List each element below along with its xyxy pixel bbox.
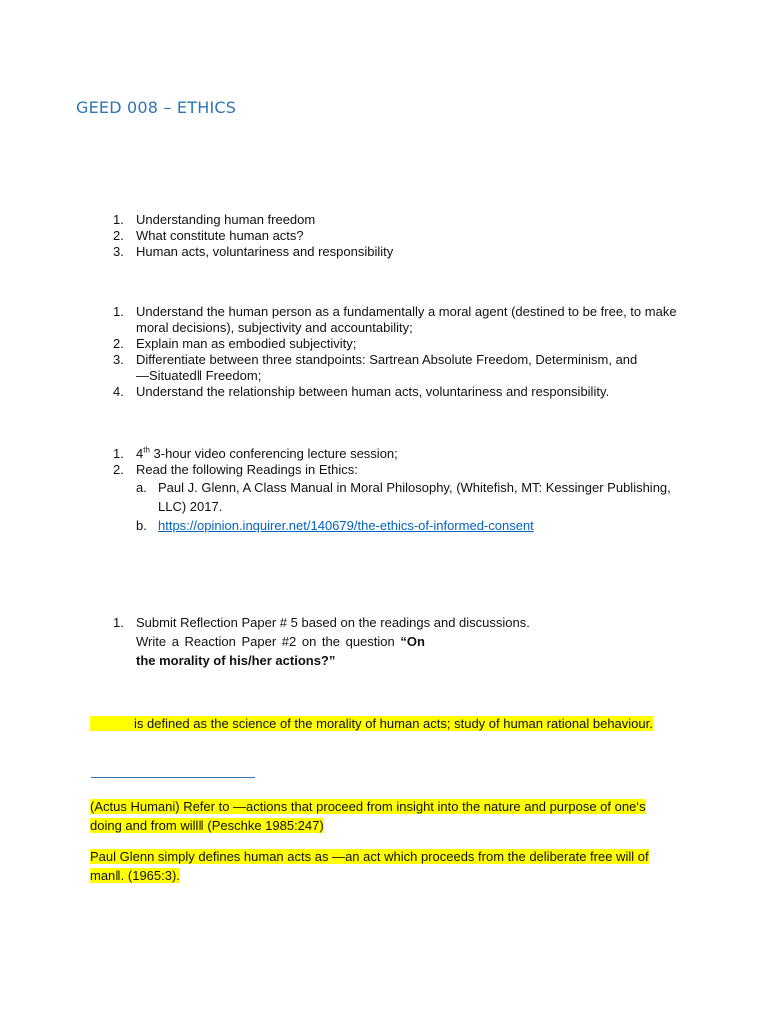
list-item: 3. Differentiate between three standpoints: Sartrean Absolute Freedom, Determinism, and ―Situated‖ Freedom;	[113, 352, 638, 383]
divider-line	[91, 777, 255, 778]
assignment-block	[113, 615, 678, 669]
list-item: 2. Explain man as embodied subjectivity;	[113, 336, 357, 351]
document-title: GEED 008 – ETHICS	[76, 98, 237, 117]
list-item: 3. Human acts, voluntariness and responsibility	[113, 244, 394, 259]
list-item: 2. Read the following Readings in Ethics: a. Paul J. Glenn, A Class Manual in Moral Philosophy, (Whitefish, MT: Kessinger Publishing, LLC) 2017. b. https://opinion.inquirer.net/140679/the-ethics-of-informed-consent	[113, 462, 678, 535]
list-item: 1. Submit Reflection Paper # 5 based on the readings and discussions. Write a Reaction Paper #2 on the question “On the morality of his/her actions?”	[113, 615, 530, 668]
list-item: 1. Understand the human person as a fundamentally a moral agent (destined to be free, to make moral decisions), subjectivity and accountability;	[113, 304, 677, 335]
actus-humani-quote: (Actus Humani) Refer to ―actions that proceed from insight into the nature and purpose of one‘s doing and from will‖ (Peschke 1985:247)	[90, 799, 646, 833]
list-item: 1. Understanding human freedom	[113, 212, 316, 227]
ethics-definition: is defined as the science of the morality of human acts; study of human rational behaviour.	[90, 714, 674, 733]
list-item: 1. 4th 3-hour video conferencing lecture session;	[113, 445, 398, 461]
glenn-quote: Paul Glenn simply defines human acts as ―an act which proceeds from the deliberate free will of man‖. (1965:3).	[90, 849, 649, 883]
list-item: b. https://opinion.inquirer.net/140679/the-ethics-of-informed-consent	[136, 518, 534, 533]
topics-list	[113, 212, 678, 260]
list-item: 4. Understand the relationship between human acts, voluntariness and responsibility.	[113, 384, 610, 399]
activities-list	[113, 446, 678, 535]
inquirer-article-link[interactable]: https://opinion.inquirer.net/140679/the-ethics-of-informed-consent	[158, 518, 534, 533]
readings-sublist	[136, 478, 678, 535]
list-item: a. Paul J. Glenn, A Class Manual in Moral Philosophy, (Whitefish, MT: Kessinger Publishing, LLC) 2017.	[136, 480, 671, 514]
objectives-list	[113, 304, 678, 400]
list-item: 2. What constitute human acts?	[113, 228, 304, 243]
